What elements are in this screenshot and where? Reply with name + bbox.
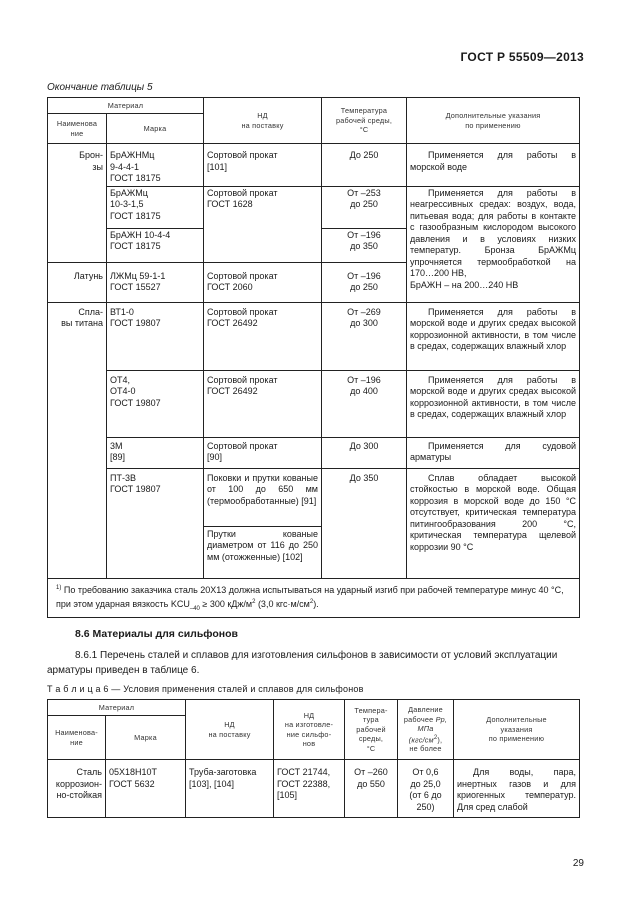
table5-caption: Окончание таблицы 5: [47, 82, 153, 93]
footnote-sub: –40: [189, 605, 200, 612]
table-cell: ГОСТ 21744, ГОСТ 22388, [105]: [274, 760, 345, 818]
table-cell: Спла- вы титана: [48, 302, 107, 578]
table-cell: Сортовой прокат ГОСТ 1628: [204, 186, 322, 262]
header-material: Материал: [48, 700, 186, 716]
table-cell: От –253 до 250: [322, 186, 407, 228]
footnote-text: (3,0 кгс·м/см: [255, 598, 310, 609]
header-grade: Марка: [106, 716, 186, 760]
table6-caption: Т а б л и ц а 6 — Условия применения сталей и сплавов для сильфонов: [47, 684, 364, 694]
table-cell: БрАЖМц 10-3-1,5 ГОСТ 18175: [107, 186, 204, 228]
table-cell: Сортовой прокат [90]: [204, 437, 322, 468]
table-cell: От –269 до 300: [322, 302, 407, 370]
footnote-text: По требованию заказчика сталь 20Х13 должна испытываться на ударный изгиб при рабочей температуре минус 40 °С, при этом ударная вязкость KCU: [56, 584, 564, 609]
table-cell: БрАЖН 10-4-4 ГОСТ 18175: [107, 228, 204, 262]
header-temp: Температура рабочей среды, °С: [322, 98, 407, 144]
table-cell: Латунь: [48, 262, 107, 302]
table-cell: ВТ1-0 ГОСТ 19807: [107, 302, 204, 370]
table-cell: Применяется для работы в неагрессивных средах: воздух, вода, питьевая вода; для работы в контакте с газообразным кислородом высокого давления и в условиях низких температур. Бронза БрАЖМц упрочняется термообработкой на 170…200 HB, БрАЖН – на 200…240 HB: [407, 186, 580, 302]
table5: [47, 97, 580, 618]
footnote-sup: 2: [309, 598, 314, 605]
table-cell: От –260 до 550: [345, 760, 398, 818]
table-cell: Применяется для работы в морской воде: [407, 144, 580, 187]
table-cell: Сортовой прокат [101]: [204, 144, 322, 187]
header-nd-supply: НД на поставку: [186, 700, 274, 760]
table-cell: Сортовой прокат ГОСТ 26492: [204, 370, 322, 437]
table-cell: Труба-заготовка [103], [104]: [186, 760, 274, 818]
table-cell: 05Х18Н10Т ГОСТ 5632: [106, 760, 186, 818]
table-cell: Применяется для работы в морской воде и других средах высокой коррозионной активности, в том числе в средах, содержащих влажный хлор: [407, 370, 580, 437]
table-cell: Сортовой прокат ГОСТ 26492: [204, 302, 322, 370]
section-title: 8.6 Материалы для сильфонов: [75, 628, 238, 640]
document-header: ГОСТ Р 55509—2013: [460, 50, 584, 64]
table-cell: Применяется для работы в морской воде и других средах высокой коррозионной активности, в том числе в средах, содержащих влажный хлор: [407, 302, 580, 370]
header-pressure: Давление рабочее Рр, МПа $(кгс/см^2)$, не более: [398, 700, 454, 760]
paragraph: 8.6.1 Перечень сталей и сплавов для изготовления сильфонов в зависимости от условий эксплуатации арматуры приведен в таблице 6.: [47, 650, 558, 676]
footnote-mark: 1): [56, 584, 62, 591]
table-cell: От 0,6 до 25,0 (от 6 до 250): [398, 760, 454, 818]
table-cell: От –196 до 250: [322, 262, 407, 302]
table-cell: От –196 до 400: [322, 370, 407, 437]
table-cell: До 300: [322, 437, 407, 468]
table6: [47, 699, 580, 818]
footnote-sup: 2: [252, 598, 256, 605]
table-cell: Сталь коррозион- но-стойкая: [48, 760, 106, 818]
header-grade: Марка: [107, 114, 204, 144]
table-cell: Применяется для судовой арматуры: [407, 437, 580, 468]
footnote-text: ).: [313, 598, 319, 609]
header-name: Наименова- ние: [48, 716, 106, 760]
header-material: Материал: [48, 98, 204, 114]
table-cell: ОТ4, ОТ4-0 ГОСТ 19807: [107, 370, 204, 437]
table-cell: БрАЖНМц 9-4-4-1 ГОСТ 18175: [107, 144, 204, 187]
table-cell: До 350: [322, 468, 407, 578]
table-cell: 3М [89]: [107, 437, 204, 468]
table-cell: Для воды, пара, инертных газов и для криогенных температур. Для сред слабой: [454, 760, 580, 818]
footnote-text: ≥ 300 кДж/м: [199, 598, 253, 609]
table5-footnote: [48, 578, 580, 618]
table-cell: Брон- зы: [48, 144, 107, 263]
page-number: 29: [572, 858, 584, 869]
header-notes: Дополнительные указания по применению: [407, 98, 580, 144]
header-temp: Темпера- тура рабочей среды, °С: [345, 700, 398, 760]
table-cell: Поковки и прутки кованые от 100 до 650 мм (термообработанные) [91]: [204, 468, 322, 526]
header-nd-make: НД на изготовле- ние сильфо- нов: [274, 700, 345, 760]
table-cell: ПТ-3В ГОСТ 19807: [107, 468, 204, 578]
table-cell: До 250: [322, 144, 407, 187]
table-cell: Прутки кованые диаметром от 116 до 250 мм (отожженные) [102]: [204, 526, 322, 578]
table-cell: Сортовой прокат ГОСТ 2060: [204, 262, 322, 302]
header-name: Наименова ние: [48, 114, 107, 144]
table-cell: От –196 до 350: [322, 228, 407, 262]
header-notes: Дополнительные указания по применению: [454, 700, 580, 760]
header-nd: НД на поставку: [204, 98, 322, 144]
table-cell: Сплав обладает высокой стойкостью в морской воде. Общая коррозия в морской воде до 150 °С отсутствует, критическая температура питингообразования 200 °С, критическая температура щелевой коррозии 90 °С: [407, 468, 580, 578]
table-cell: ЛЖМц 59-1-1 ГОСТ 15527: [107, 262, 204, 302]
